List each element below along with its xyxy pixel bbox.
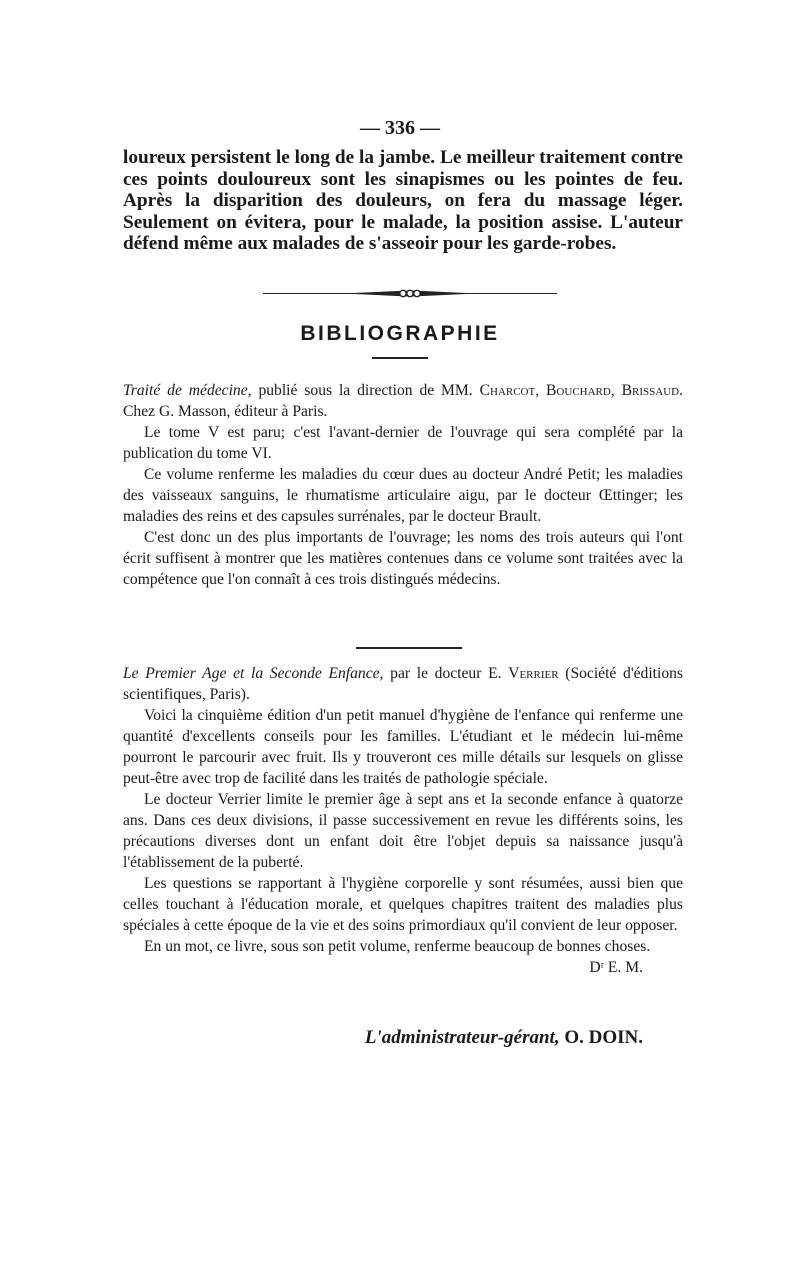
review-citation: Traité de médecine, publié sous la direction de MM. Charcot, Bouchard, Brissaud. Chez G. Masson, éditeur à Paris. <box>123 382 683 420</box>
continuation-paragraph: loureux persistent le long de la jambe. Le meilleur traitement contre ces points douloureux sont les sinapismes ou les pointes de feu. Après la disparition des douleurs, on fera du massage léger. Seulement on évitera, pour le malade, la position assise. L'auteur défend même aux malades de s'asseoir pour les garde-robes. <box>123 147 683 254</box>
review-paragraph: Le docteur Verrier limite le premier âge à sept ans et la seconde enfance à quatorze ans. Dans ces deux divisions, il passe successivement en revue les différents soins, les précautions diverses dont un enfant doit être l'objet depuis sa naissance jusqu'à l'établissement de la puberté. <box>123 791 683 871</box>
review-paragraph: Voici la cinquième édition d'un petit manuel d'hygiène de l'enfance qui renferme une quantité d'excellents conseils pour les familles. L'étudiant et le médecin lui-même pourront le parcourir avec fruit. Ils y trouveront ces mille détails sur lesquels on glisse peut-être avec trop de facilité dans les traités de pathologie spéciale. <box>123 707 683 787</box>
book-title: Le Premier Age et la Seconde Enfance, <box>123 665 384 682</box>
editor-name: Charcot <box>479 382 536 399</box>
review-paragraph: C'est donc un des plus importants de l'ouvrage; les noms des trois auteurs qui l'ont écrit suffisent à montrer que les matières contenues dans ce volume sont traitées avec la compétence que l'on connaît à ces trois distingués médecins. <box>123 529 683 588</box>
review-paragraph: Le tome V est paru; c'est l'avant-dernier de l'ouvrage qui sera complété par la publication du tome VI. <box>123 424 683 462</box>
footer-role: L'administrateur-gérant, <box>364 1027 560 1048</box>
heading-underline <box>372 357 428 359</box>
review-paragraph: Ce volume renferme les maladies du cœur dues au docteur André Petit; les maladies des vaisseaux sanguins, le rhumatisme articulaire aigu, par le docteur Œttinger; les maladies des reins et des capsules surrénales, par le docteur Brault. <box>123 466 683 525</box>
continuation-text-block <box>123 147 683 255</box>
author-name: Verrier <box>508 665 559 682</box>
review-paragraph: En un mot, ce livre, sous son petit volume, renferme beaucoup de bonnes choses. <box>144 938 651 955</box>
publisher-footer <box>123 1027 643 1049</box>
review-separator <box>356 647 462 649</box>
review-paragraph: Les questions se rapportant à l'hygiène corporelle y sont résumées, aussi bien que celles touchant à l'éducation morale, et quelques chapitres traitent des maladies plus spéciales à cette époque de la vie et des soins primordiaux qu'il convient de leur opposer. <box>123 875 683 934</box>
book-title: Traité de médecine, <box>123 382 252 399</box>
review-citation: Le Premier Age et la Seconde Enfance, par le docteur E. Verrier (Société d'éditions scientifiques, Paris). <box>123 665 684 703</box>
editor-name: Bouchard <box>546 382 611 399</box>
review-premier-age <box>123 663 683 978</box>
page-number: — 336 — <box>360 117 440 139</box>
section-heading: BIBLIOGRAPHIE <box>300 322 500 345</box>
review-traite-de-medecine <box>123 380 683 590</box>
ornamental-rule-icon <box>263 289 557 298</box>
editor-name: Brissaud <box>621 382 680 399</box>
signature: Dʳ E. M. <box>589 959 643 976</box>
footer-name: O. DOIN. <box>559 1027 643 1048</box>
